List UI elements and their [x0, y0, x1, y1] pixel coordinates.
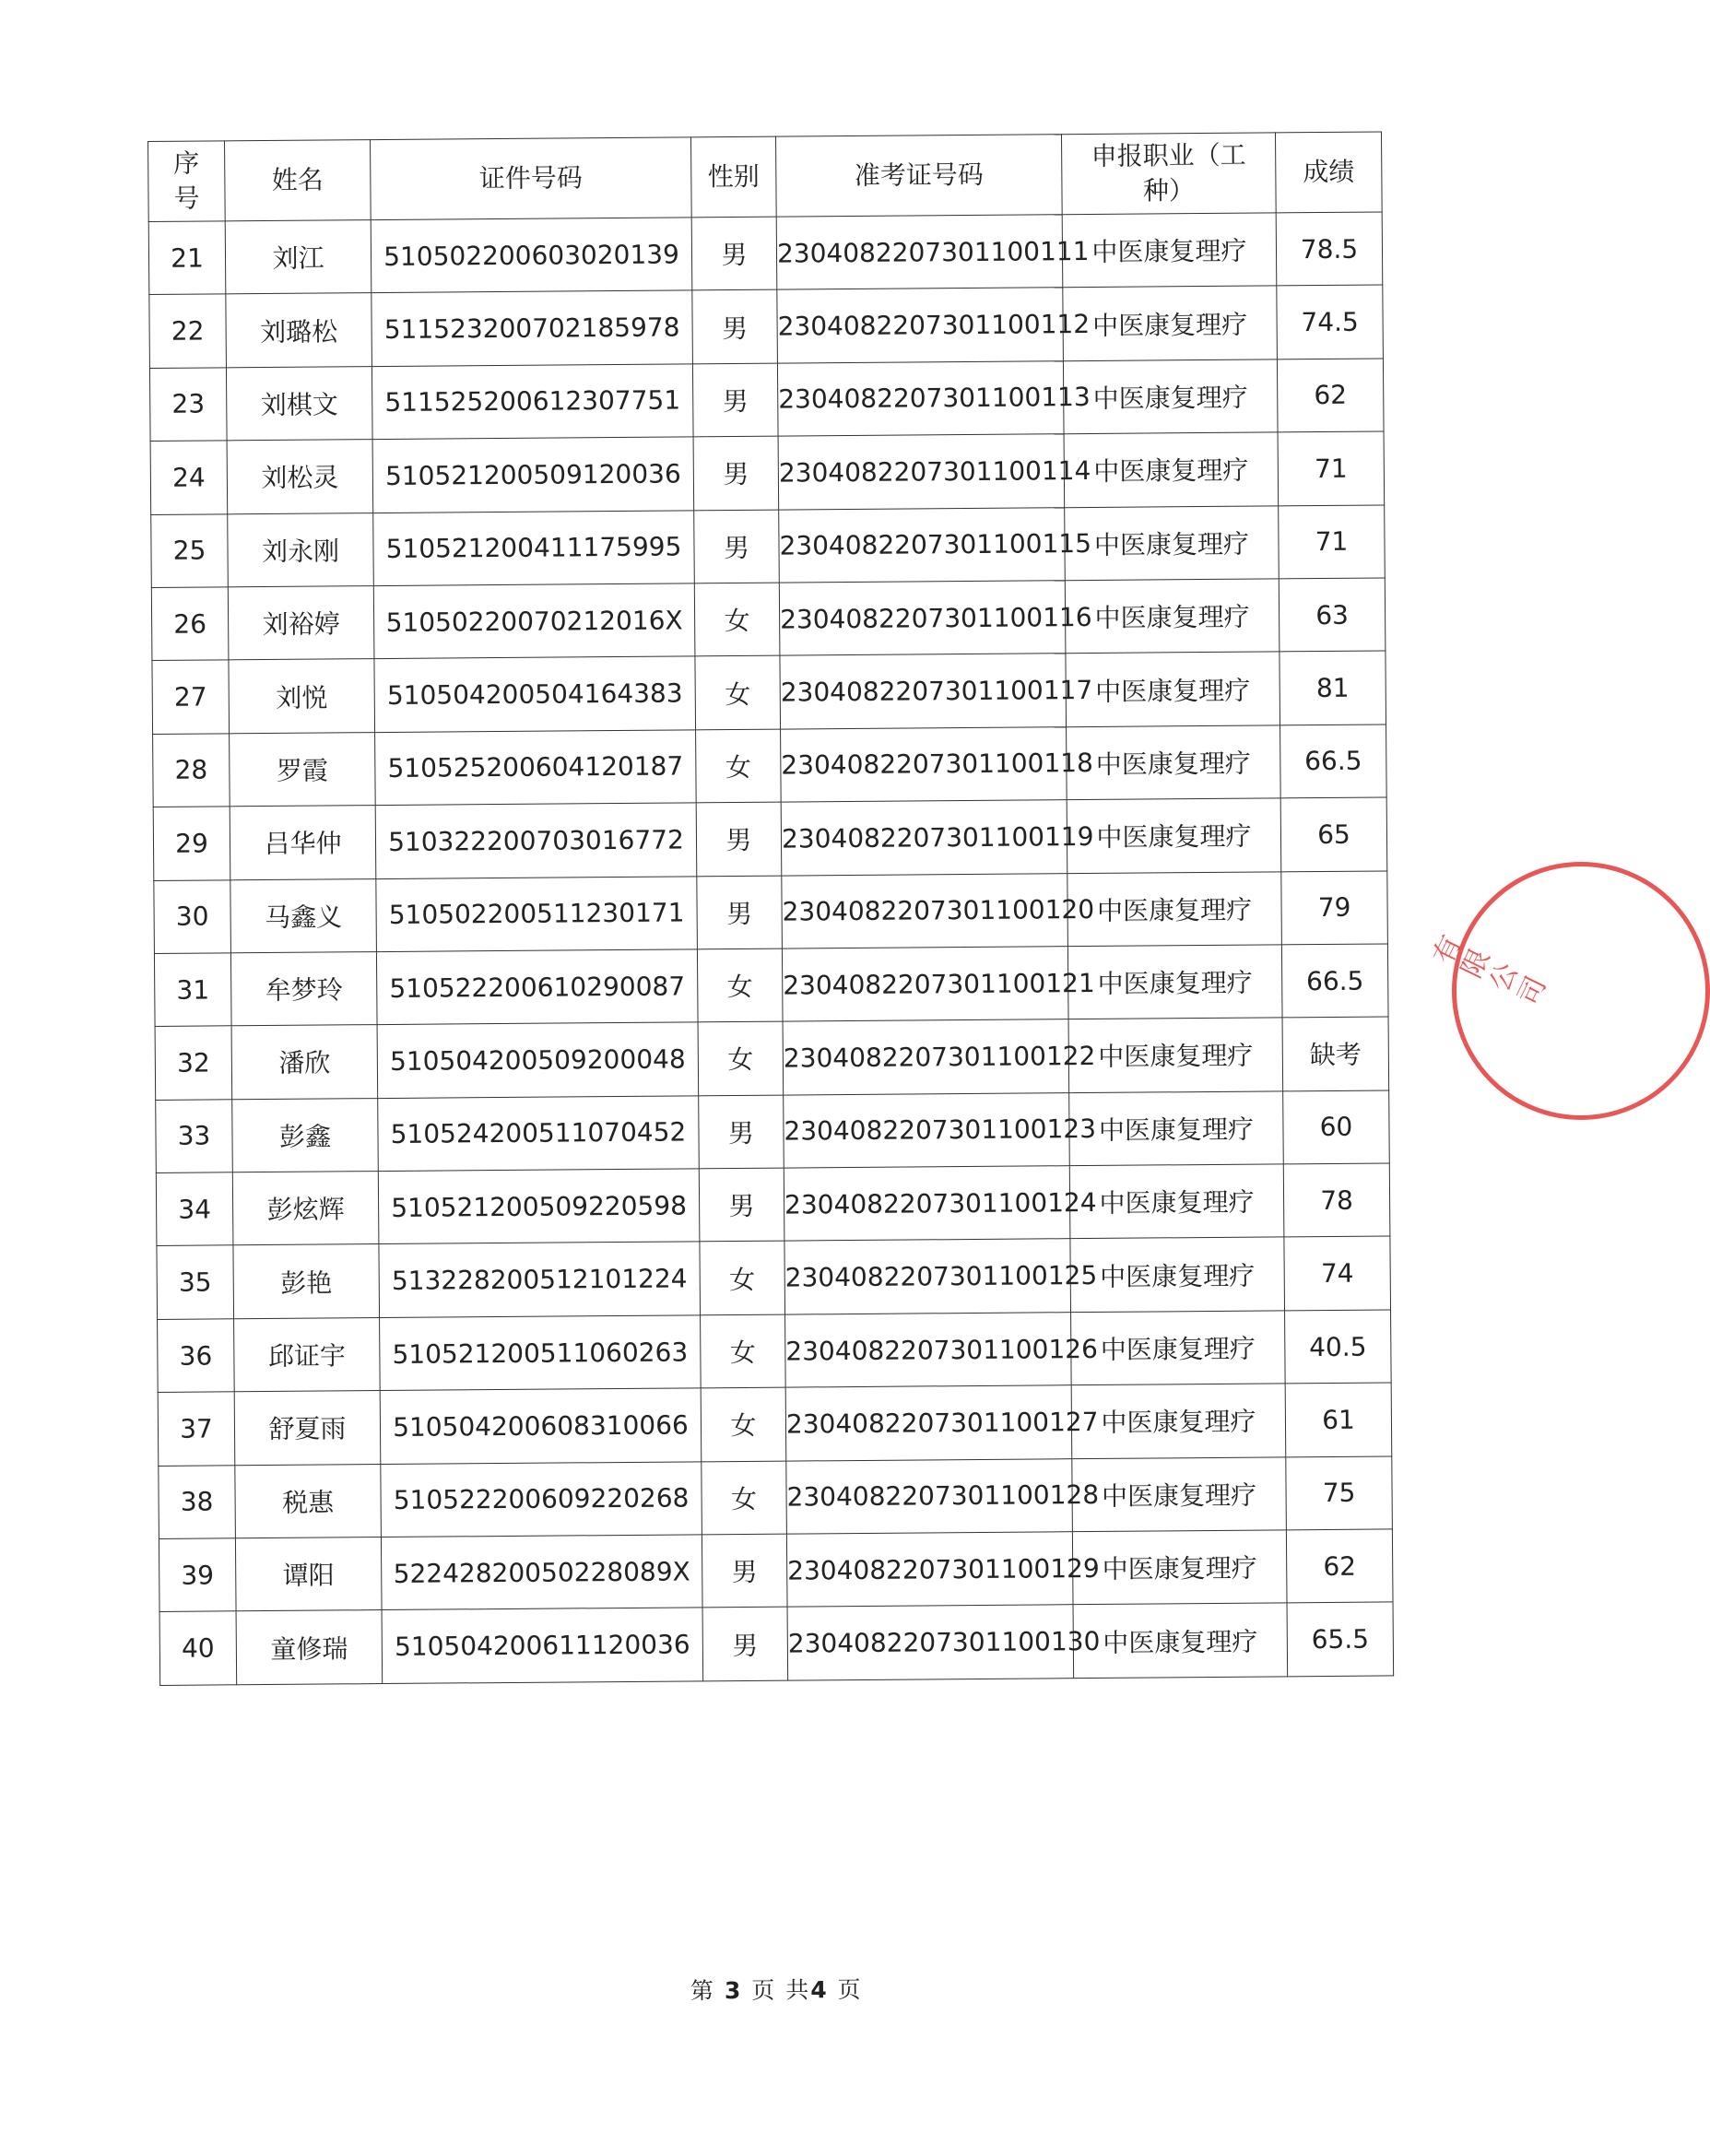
row-seq: 26 — [151, 587, 229, 661]
row-score: 40.5 — [1285, 1310, 1392, 1384]
row-id-number: 510524200511070452 — [378, 1096, 700, 1172]
row-id-number: 510504200611120036 — [382, 1608, 703, 1683]
row-gender: 男 — [692, 363, 778, 437]
table-row — [150, 431, 1385, 514]
row-name: 刘江 — [225, 220, 371, 295]
row-gender: 男 — [691, 217, 777, 290]
row-ticket: 2304082207301100118 — [781, 726, 1067, 802]
row-gender: 男 — [702, 1608, 788, 1681]
row-name: 舒夏雨 — [234, 1391, 381, 1466]
row-ticket: 2304082207301100114 — [778, 434, 1065, 510]
row-ticket: 2304082207301100117 — [780, 654, 1067, 729]
row-occupation: 中医康复理疗 — [1072, 1530, 1287, 1605]
row-score: 74.5 — [1277, 285, 1384, 359]
row-seq: 31 — [154, 953, 231, 1027]
row-occupation: 中医康复理疗 — [1063, 359, 1278, 434]
row-gender: 男 — [699, 1168, 784, 1242]
table-row — [148, 212, 1383, 295]
row-gender: 男 — [694, 510, 780, 583]
score-table — [147, 131, 1394, 1685]
row-seq: 24 — [150, 441, 228, 514]
table-row — [149, 285, 1384, 368]
row-seq: 38 — [159, 1465, 236, 1538]
row-name: 刘悦 — [229, 659, 375, 734]
table-row — [153, 725, 1387, 807]
company-seal-stamp — [1452, 862, 1710, 1120]
row-score: 65 — [1280, 797, 1387, 871]
row-gender: 女 — [701, 1314, 786, 1388]
row-occupation: 中医康复理疗 — [1063, 286, 1278, 360]
row-id-number: 511523200702185978 — [371, 290, 693, 366]
row-seq: 36 — [158, 1319, 235, 1393]
row-score: 66.5 — [1281, 944, 1388, 1018]
row-seq: 29 — [153, 807, 230, 880]
table-row — [159, 1529, 1393, 1612]
row-occupation: 中医康复理疗 — [1064, 432, 1279, 507]
row-occupation: 中医康复理疗 — [1069, 1164, 1284, 1239]
row-occupation: 中医康复理疗 — [1067, 945, 1282, 1019]
row-gender: 男 — [696, 802, 782, 876]
row-name: 马鑫义 — [230, 878, 377, 953]
row-seq: 21 — [148, 221, 226, 295]
row-occupation: 中医康复理疗 — [1062, 213, 1277, 288]
row-occupation: 中医康复理疗 — [1069, 1091, 1284, 1166]
row-score: 75 — [1286, 1456, 1393, 1530]
row-ticket: 2304082207301100122 — [783, 1019, 1069, 1095]
row-name: 邱证宇 — [234, 1317, 381, 1392]
row-ticket: 2304082207301100126 — [785, 1313, 1072, 1388]
row-seq: 25 — [151, 513, 229, 587]
row-score: 62 — [1277, 359, 1384, 432]
row-ticket: 2304082207301100120 — [782, 873, 1068, 948]
row-score: 66.5 — [1280, 725, 1387, 798]
row-id-number: 52242820050228089X — [381, 1535, 702, 1610]
table-header-row — [148, 132, 1383, 222]
row-seq: 30 — [154, 879, 231, 953]
row-id-number: 510502200603020139 — [371, 218, 692, 293]
table-row — [152, 651, 1386, 734]
row-seq: 22 — [149, 294, 227, 368]
row-gender: 男 — [697, 876, 783, 949]
row-seq: 23 — [149, 368, 227, 442]
row-seq: 33 — [156, 1099, 233, 1172]
row-ticket: 2304082207301100113 — [777, 360, 1064, 436]
seal-text: 有限公司 — [1427, 930, 1553, 1011]
header-seq: 序 号 — [148, 141, 226, 222]
row-ticket: 2304082207301100111 — [776, 215, 1063, 290]
row-occupation: 中医康复理疗 — [1073, 1603, 1288, 1678]
row-seq: 40 — [159, 1611, 237, 1685]
row-id-number: 510521200411175995 — [373, 510, 695, 585]
row-id-number: 510504200608310066 — [380, 1388, 702, 1464]
row-seq: 37 — [158, 1392, 235, 1466]
row-ticket: 2304082207301100125 — [784, 1239, 1071, 1314]
row-ticket: 2304082207301100130 — [787, 1605, 1074, 1680]
row-score: 71 — [1279, 505, 1386, 579]
row-score: 78 — [1283, 1163, 1390, 1237]
row-gender: 女 — [697, 948, 783, 1022]
row-ticket: 2304082207301100123 — [784, 1092, 1070, 1168]
row-id-number: 51050220070212016X — [373, 583, 695, 659]
row-occupation: 中医康复理疗 — [1066, 652, 1280, 726]
row-name: 吕华仲 — [230, 806, 376, 880]
row-score: 63 — [1279, 578, 1386, 652]
row-ticket: 2304082207301100119 — [781, 800, 1067, 876]
row-score: 缺考 — [1282, 1017, 1389, 1090]
row-score: 71 — [1278, 431, 1385, 505]
row-gender: 男 — [692, 290, 778, 364]
row-score: 62 — [1286, 1529, 1393, 1603]
row-seq: 27 — [152, 660, 230, 734]
row-seq: 39 — [159, 1538, 236, 1612]
row-occupation: 中医康复理疗 — [1072, 1456, 1287, 1531]
row-gender: 男 — [699, 1095, 784, 1169]
row-name: 牟梦玲 — [230, 951, 377, 1026]
table-row — [151, 578, 1386, 661]
row-ticket: 2304082207301100115 — [779, 507, 1066, 583]
row-name: 潘欣 — [231, 1025, 378, 1100]
row-id-number: 510322200703016772 — [375, 803, 697, 878]
header-gender: 性别 — [691, 136, 777, 218]
row-score: 60 — [1283, 1090, 1390, 1164]
row-id-number: 510504200504164383 — [374, 656, 696, 732]
table-row — [154, 944, 1388, 1027]
row-name: 彭炫辉 — [232, 1172, 379, 1246]
row-ticket: 2304082207301100127 — [785, 1385, 1072, 1461]
table-row — [159, 1602, 1394, 1685]
table-row — [156, 1090, 1390, 1173]
table-row — [153, 797, 1387, 880]
row-id-number: 510522200609220268 — [381, 1461, 702, 1537]
row-score: 65.5 — [1287, 1602, 1394, 1676]
row-ticket: 2304082207301100128 — [786, 1458, 1073, 1534]
row-name: 刘松灵 — [227, 440, 373, 514]
row-score: 61 — [1285, 1383, 1392, 1456]
page-footer: 第 3 页 共4 页 — [690, 1975, 863, 2005]
header-id-number: 证件号码 — [371, 137, 692, 220]
row-ticket: 2304082207301100121 — [782, 947, 1068, 1022]
row-gender: 女 — [701, 1387, 786, 1461]
row-id-number: 510521200509120036 — [372, 437, 694, 512]
row-seq: 35 — [157, 1245, 234, 1319]
row-occupation: 中医康复理疗 — [1071, 1311, 1286, 1385]
header-occupation: 申报职业（工 种） — [1061, 133, 1276, 215]
row-name: 税惠 — [235, 1464, 382, 1538]
row-id-number: 513228200512101224 — [379, 1242, 701, 1317]
row-gender: 女 — [695, 655, 781, 729]
row-ticket: 2304082207301100112 — [777, 288, 1064, 363]
row-score: 78.5 — [1276, 212, 1383, 286]
row-name: 刘棋文 — [226, 366, 372, 441]
row-ticket: 2304082207301100116 — [779, 581, 1066, 656]
row-gender: 女 — [702, 1461, 787, 1535]
row-occupation: 中医康复理疗 — [1067, 871, 1282, 946]
row-occupation: 中医康复理疗 — [1065, 579, 1280, 654]
row-id-number: 510521200511060263 — [380, 1315, 702, 1391]
header-ticket: 准考证号码 — [776, 135, 1063, 217]
row-id-number: 510504200509200048 — [377, 1022, 699, 1098]
row-occupation: 中医康复理疗 — [1070, 1237, 1285, 1312]
row-seq: 34 — [156, 1172, 233, 1246]
row-name: 彭艳 — [233, 1244, 380, 1319]
row-name: 罗霞 — [230, 732, 376, 807]
row-id-number: 511525200612307751 — [371, 364, 693, 440]
row-occupation: 中医康复理疗 — [1065, 505, 1280, 580]
row-gender: 女 — [700, 1242, 785, 1315]
row-seq: 32 — [155, 1026, 232, 1100]
table-row — [156, 1163, 1390, 1246]
row-name: 刘璐松 — [226, 293, 372, 368]
table-row — [158, 1383, 1392, 1466]
row-id-number: 510525200604120187 — [375, 730, 697, 806]
row-gender: 男 — [702, 1534, 787, 1608]
row-gender: 女 — [694, 583, 780, 656]
row-occupation: 中医康复理疗 — [1067, 725, 1281, 800]
row-gender: 女 — [698, 1021, 784, 1095]
row-ticket: 2304082207301100124 — [784, 1166, 1070, 1242]
row-score: 74 — [1284, 1236, 1391, 1310]
row-name: 刘永刚 — [228, 512, 374, 587]
table-row — [159, 1456, 1393, 1539]
table-row — [158, 1310, 1392, 1393]
row-score: 79 — [1281, 870, 1388, 944]
table-row — [155, 1017, 1389, 1100]
row-gender: 女 — [696, 729, 782, 803]
row-name: 谭阳 — [235, 1537, 382, 1612]
row-name: 刘裕婷 — [228, 586, 374, 661]
row-occupation: 中医康复理疗 — [1068, 1018, 1283, 1092]
table-row — [154, 870, 1388, 953]
table-row — [157, 1236, 1391, 1319]
header-score: 成绩 — [1275, 132, 1382, 213]
row-gender: 男 — [693, 436, 779, 510]
row-seq: 28 — [153, 734, 230, 807]
row-occupation: 中医康复理疗 — [1071, 1384, 1286, 1458]
table-row — [149, 359, 1384, 442]
row-score: 81 — [1280, 651, 1386, 725]
row-name: 彭鑫 — [232, 1098, 379, 1172]
row-occupation: 中医康复理疗 — [1067, 798, 1281, 873]
header-name: 姓名 — [225, 140, 371, 221]
row-id-number: 510521200509220598 — [378, 1169, 700, 1244]
row-id-number: 510502200511230171 — [376, 876, 698, 951]
row-id-number: 510522200610290087 — [376, 949, 698, 1025]
table-row — [151, 505, 1386, 588]
row-ticket: 2304082207301100129 — [786, 1532, 1073, 1608]
row-name: 童修瑞 — [236, 1610, 383, 1685]
